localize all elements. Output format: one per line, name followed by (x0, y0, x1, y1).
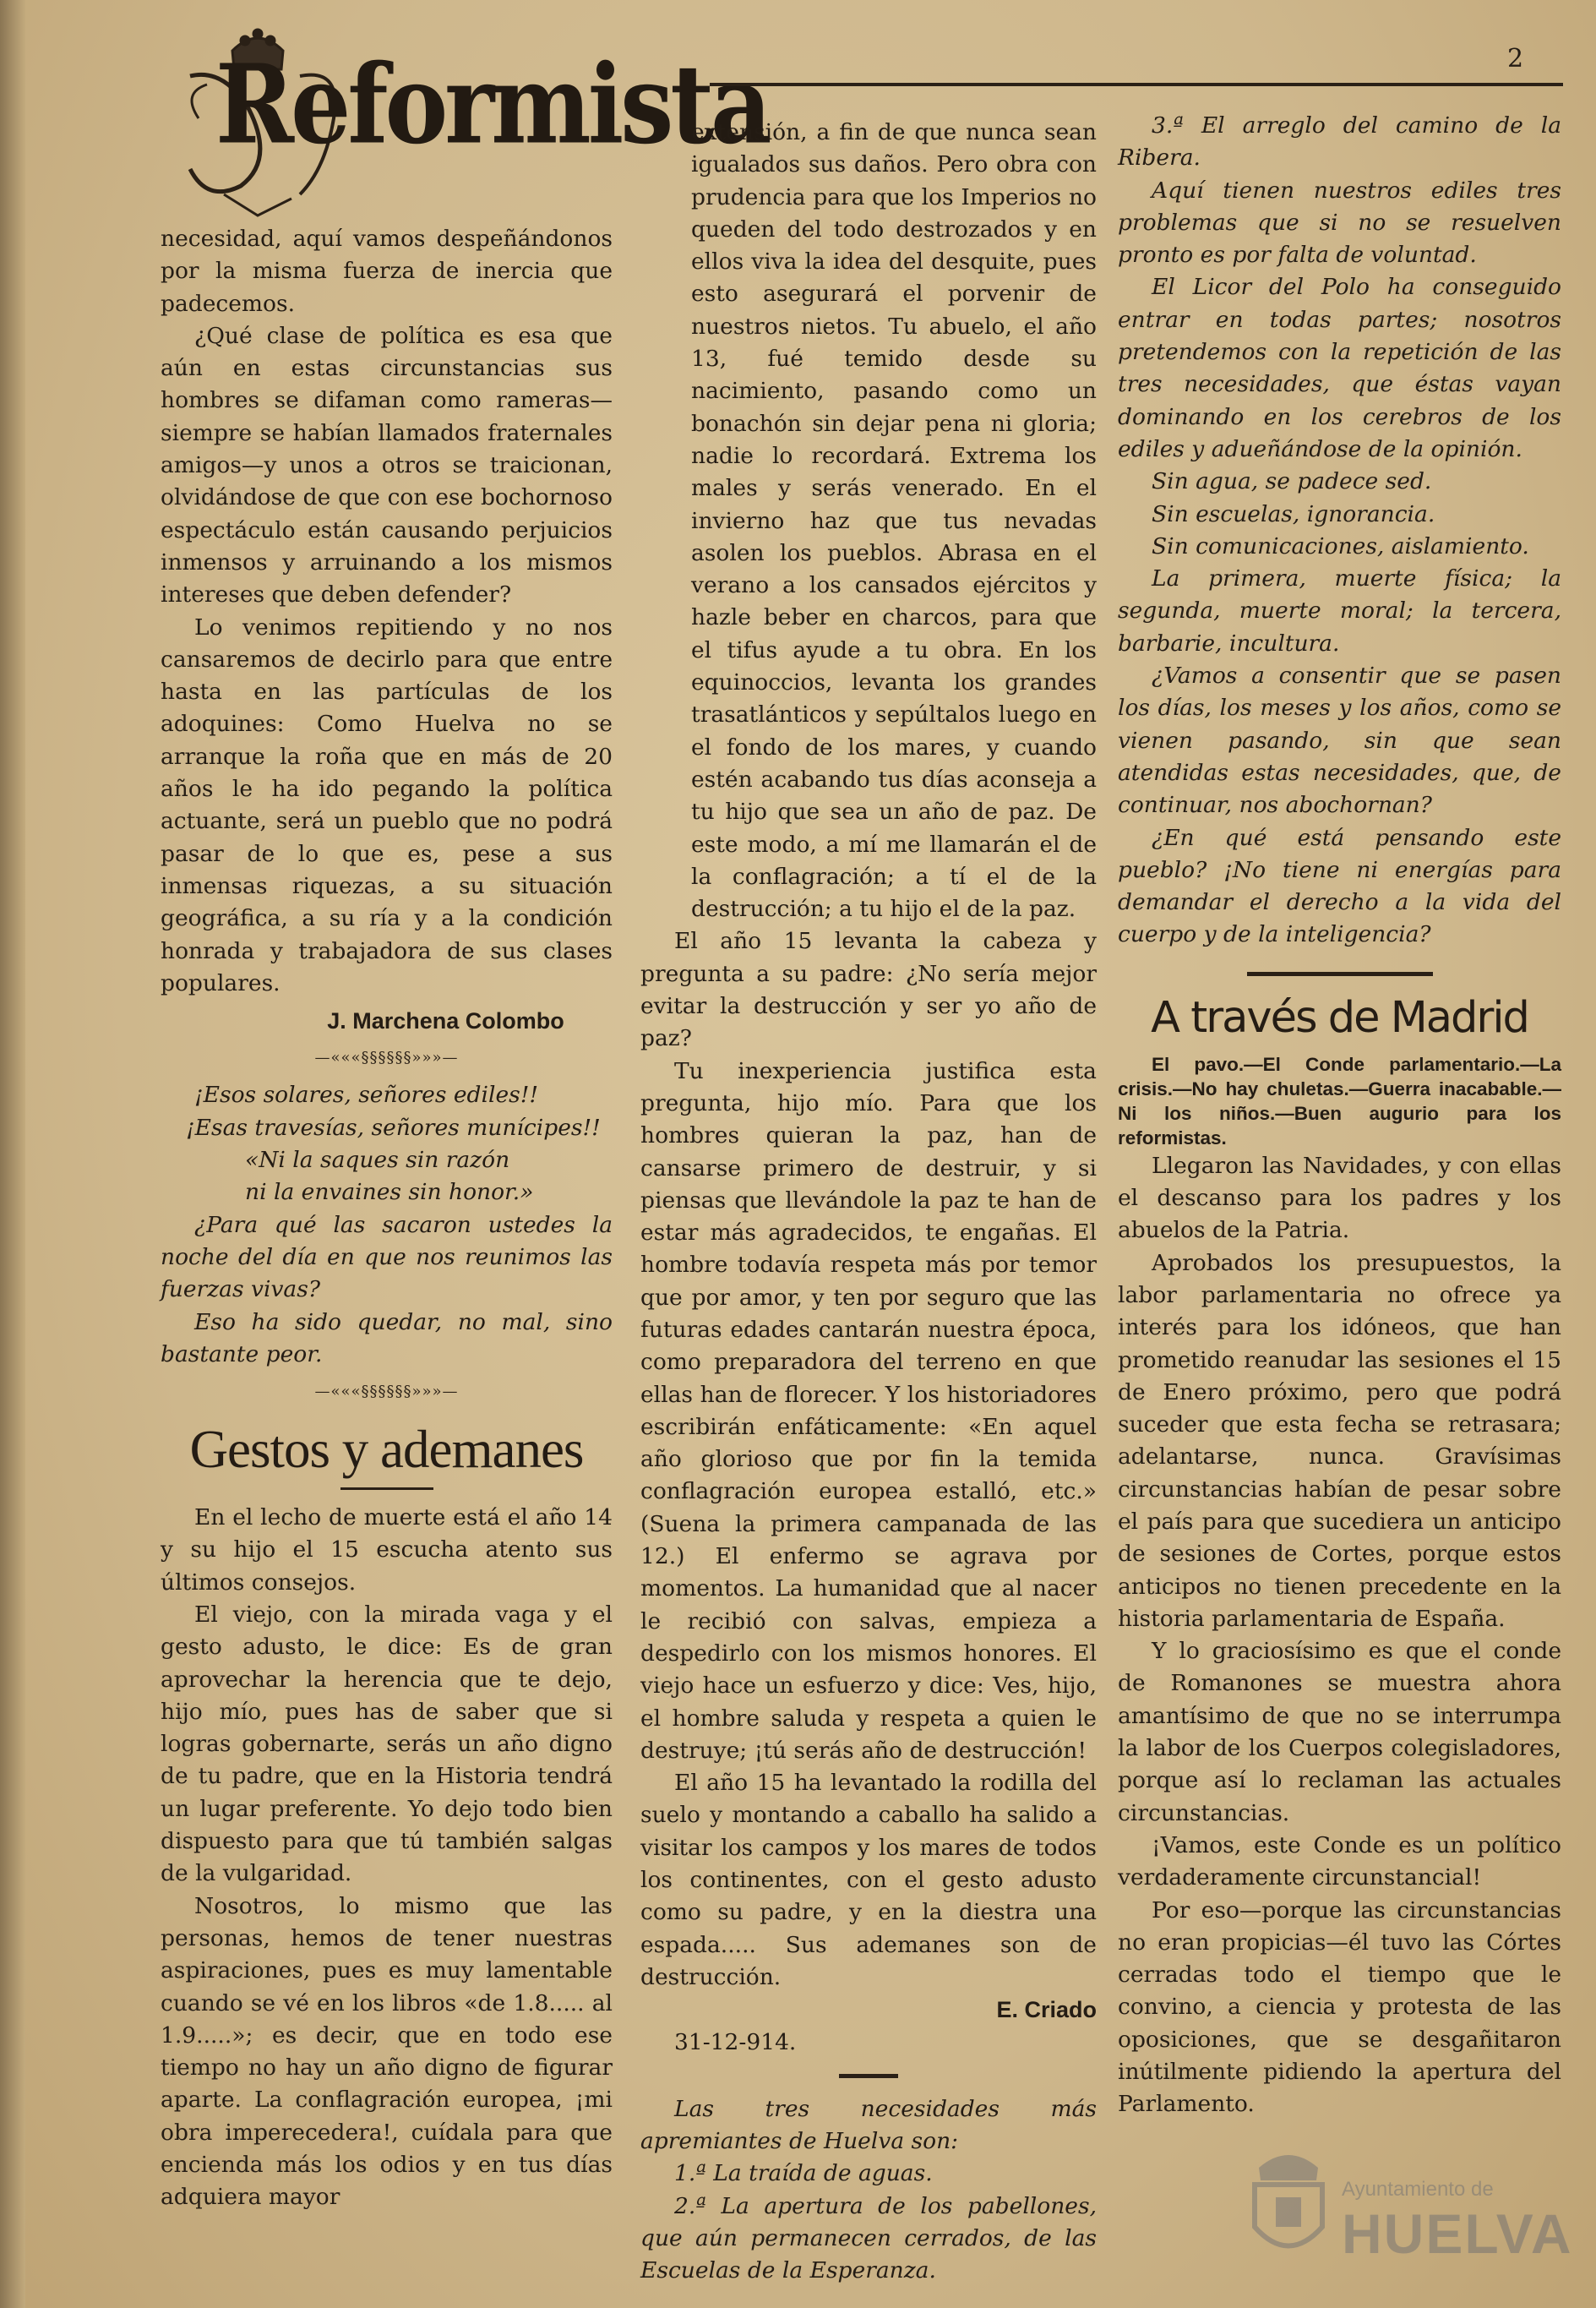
paragraph: ¿En qué está pensando este pueblo? ¡No tiene ni energías para demandar el derecho a la vida del cuerpo y de la inteligencia? (1118, 824, 1561, 948)
author-signature: J. Marchena Colombo (327, 1008, 564, 1034)
article-title-gestos: Gestos y ademanes (189, 1420, 584, 1480)
list-item: 2.ª La apertura de los pabellones, que aún permanecen cerrados, de las Escuelas de la Esperanza. (640, 2192, 1097, 2284)
page-spine (0, 0, 25, 2308)
list-item: 1.ª La traída de aguas. (674, 2160, 933, 2187)
paragraph: Aprobados los presupuestos, la labor parlamentaria no ofrece ya interés para los idóneos, que han prometido reanudar las sesiones el 15 de Enero próximo, pero que podrá suceder que esta fecha se retrasara; adelantarse, nunca. Gravísimas circunstancias habían de pesar sobre el país para que sucediera un anticipo de sesiones de Cortes, porque estos anticipos no tienen precedente en la historia parlamentaria de España. (1118, 1249, 1561, 1632)
paragraph: Eso ha sido quedar, no mal, sino bastante peor. (161, 1308, 613, 1367)
paragraph: Aquí tienen nuestros ediles tres problemas que si no se resuelven pronto es por falta de voluntad. (1118, 177, 1561, 269)
masthead-title: Reformista (215, 41, 769, 169)
paragraph: ¿Qué clase de política es esa que aún en estas circunstancias sus hombres se difaman como rameras—siempre se habían llamados fraternales amigos—y unos a otros se traicionan, olvidándose de que con ese bochornoso espectáculo están causando perjuicios inmensos y arruinando a los mismos intereses que deben defender? (161, 322, 613, 608)
paragraph: Y lo graciosísimo es que el conde de Romanones se muestra ahora amantísimo de que no se interrumpa la labor de los Cuerpos colegisladores, porque así lo reclaman las actuales circunstancias. (1118, 1638, 1561, 1826)
page-number: 2 (1507, 44, 1524, 74)
article-date: 31-12-914. (674, 2028, 797, 2055)
paragraph: Nosotros, lo mismo que las personas, hemos de tener nuestras aspiraciones, pues es muy lamentable cuando se vé en los libros «de 1.8..... al 1.9.....»; es decir, que en todo ese tiempo no hay un año digno de figurar aparte. La conflagración europea, ¡mi obra imperecedera!, cuídala para que encienda más los odios y en tus días adquiera mayor (161, 1892, 613, 2211)
section-rule (1247, 972, 1433, 976)
paragraph: El viejo, con la mirada vaga y el gesto adusto, le dice: Es de gran aprovechar la herencia que te dejo, hijo mío, pues has de saber que si logras gobernarte, serás un año digno de tu padre, que en la Historia tendrá un lugar preferente. Yo dejo todo bien dispuesto para que tú también salgas de la vulgaridad. (161, 1601, 613, 1887)
paragraph: Tu inexperiencia justifica esta pregunta, hijo mío. Para que los hombres quieran la paz, han de cansarse primero de destruir, y si piensas que llevándole la paz te han de estar más agradecidos, te engañas. El hombre todavía respeta más por temor que por amor, y ten por seguro que las futuras edades cantarán nuestra época, como preparadora del terreno en que ellas han de florecer. Y los historiadores escribirán enfáticamente: «En aquel año glorioso que por fin la temida conflagración europea estalló, etc.» (Suena la primera campanada de las 12.) El enfermo se agrava por momentos. La humanidad que al nacer le recibió con salvas, empieza a despedirlo con los mismos honores. El viejo hace un esfuerzo y dice: Ves, hijo, el hombre saluda y respeta a quien le destruye; ¡tú serás año de destrucción! (640, 1057, 1097, 1764)
verse-line: «Ni la saques sin razón (245, 1147, 510, 1174)
paragraph: extensión, a fin de que nunca sean igualados sus daños. Pero obra con prudencia para que los Imperios no queden del todo destrozados y en ellos viva la idea del desquite, pues esto asegurará el porvenir de nuestros nietos. Tu abuelo, el año 13, fué temido desde su nacimiento, pasando como un bonachón sin dejar pena ni gloria; nadie lo recordará. Extrema los males y serás venerado. En el invierno haz que tus nevadas asolen los pueblos. Abrasa en el verano a los cansados ejércitos y hazle beber en charcos, para que el tifus ayude a tu obra. En los equinoccios, levanta los grandes trasatlánticos y sepúltalos luego en el fondo de los mares, y cuando estén acabando tus días aconseja a tu hijo que sea un año de paz. De este modo, a mí me llamarán el de la conflagración; a tí el de la destrucción; a tu hijo el de la paz. (691, 119, 1097, 923)
author-signature: E. Criado (996, 1997, 1097, 2023)
column-1 (161, 223, 613, 2214)
verse-line: ¡Esos solares, señores ediles!! (194, 1082, 539, 1109)
watermark-text-line2: HUELVA (1342, 2202, 1573, 2265)
paragraph: Llegaron las Navidades, y con ellas el descanso para los padres y los abuelos de la Patria. (1118, 1152, 1561, 1244)
watermark-text-line1: Ayuntamiento de (1342, 2178, 1494, 2201)
header-rule (710, 83, 1563, 86)
title-rule (340, 1487, 433, 1490)
list-item: 3.ª El arreglo del camino de la Ribera. (1118, 112, 1561, 172)
paragraph: Sin comunicaciones, aislamiento. (1152, 532, 1529, 559)
paragraph: Lo venimos repitiendo y no nos cansaremos de decirlo para que entre hasta en las partículas de los adoquines: Como Huelva no se arranque la roña que en más de 20 años le ha ido pegando la política actuante, será un pueblo que no podrá pasar de lo que es, pese a sus inmensas riquezas, a su situación geográfica, a su ría y a la condición honrada y trabajadora de sus clases populares. (161, 614, 613, 996)
paragraph: El Licor del Polo ha conseguido entrar en todas partes; nosotros pretendemos con la repetición de las tres necesidades, que éstas vayan dominando en los cerebros de los ediles y adueñándose de la opinión. (1118, 274, 1561, 462)
ornament-divider: —«««§§§§§§»»»— (314, 1049, 459, 1067)
verse-line: ¡Esas travesías, señores munícipes!! (186, 1114, 601, 1141)
paragraph: Las tres necesidades más apremiantes de Huelva son: (640, 2095, 1097, 2155)
archive-watermark (1242, 2134, 1573, 2294)
column-2 (640, 117, 1097, 2288)
paragraph: La primera, muerte física; la segunda, muerte moral; la tercera, barbarie, incultura. (1118, 565, 1561, 657)
section-rule (839, 2074, 898, 2078)
article-summary: El pavo.—El Conde parlamentario.—La crisis.—No hay chuletas.—Guerra inacabable.—Ni los niños.—Buen augurio para los reformistas. (1118, 1053, 1561, 1149)
ornament-divider: —«««§§§§§§»»»— (314, 1383, 459, 1401)
paragraph: necesidad, aquí vamos despeñándonos por la misma fuerza de inercia que padecemos. (161, 226, 613, 317)
article-title-madrid: A través de Madrid (1151, 992, 1528, 1043)
paragraph: Sin agua, se padece sed. (1152, 468, 1432, 495)
paragraph: ¡Vamos, este Conde es un político verdaderamente circunstancial! (1118, 1831, 1561, 1891)
paragraph: Por eso—porque las circunstancias no eran propicias—él tuvo las Córtes cerradas todo el tiempo que le convino, a ciencia y protesta de las oposiciones, que se desgañitaron inútilmente pidiendo la apertura del Parlamento. (1118, 1896, 1561, 2118)
paragraph: Sin escuelas, ignorancia. (1152, 500, 1435, 527)
verse-line: ni la envaines sin honor.» (245, 1179, 534, 1206)
coat-of-arms-icon (1242, 2142, 1335, 2269)
paragraph: ¿Para qué las sacaron ustedes la noche del día en que nos reunimos las fuerzas vivas? (161, 1211, 613, 1303)
paragraph: El año 15 levanta la cabeza y pregunta a su padre: ¿No sería mejor evitar la destrucción y ser yo año de paz? (640, 928, 1097, 1052)
paragraph: En el lecho de muerte está el año 14 y su hijo el 15 escucha atento sus últimos consejos. (161, 1504, 613, 1596)
paragraph: ¿Vamos a consentir que se pasen los días, los meses y los años, como se vienen pasando, sin que sean atendidas estas necesidades, que, de continuar, nos abochornan? (1118, 663, 1561, 819)
paragraph: El año 15 ha levantado la rodilla del suelo y montando a caballo ha salido a visitar los campos y los mares de todos los continentes, con el gesto adusto como su padre, y en la diestra una espada..... Sus ademanes son de destrucción. (640, 1770, 1097, 1990)
column-3 (1118, 110, 1561, 2121)
